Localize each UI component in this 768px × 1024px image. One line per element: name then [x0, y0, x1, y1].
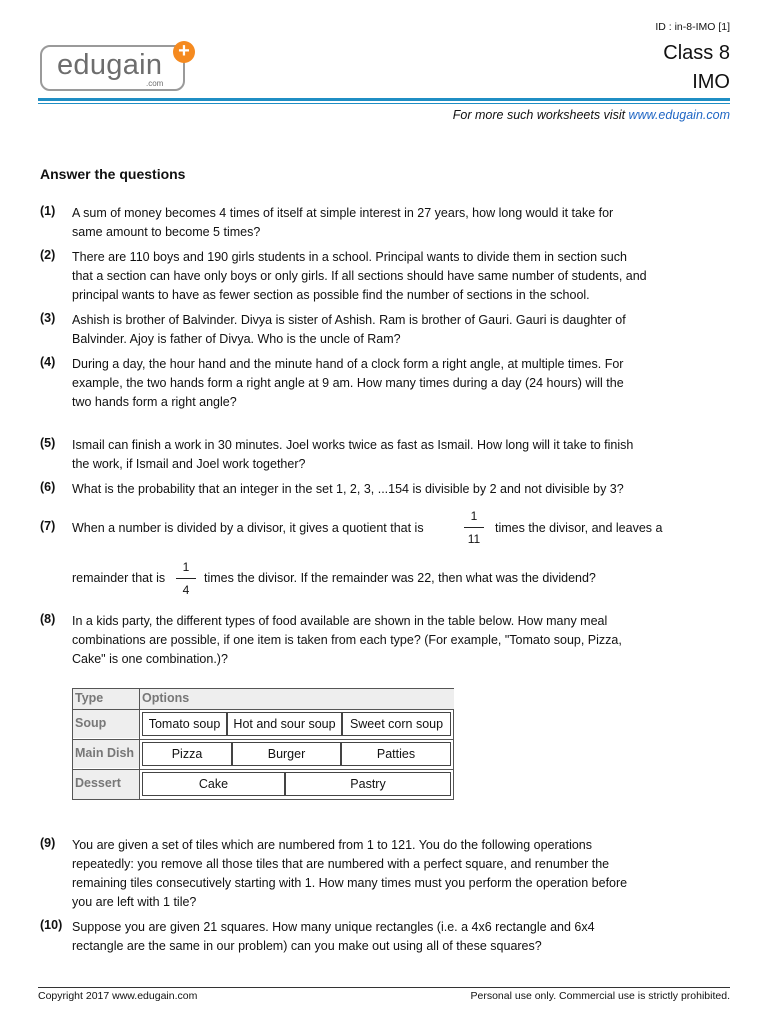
header-divider	[38, 98, 730, 101]
section-title: Answer the questions	[40, 166, 186, 182]
table-row-type: Main Dish	[73, 740, 139, 768]
question-text	[72, 204, 712, 242]
worksheet-exam: IMO	[692, 71, 730, 93]
table-option-cell: Pastry	[285, 772, 451, 796]
question-line: Balvinder. Ajoy is father of Divya. Who is the uncle of Ram?	[72, 332, 401, 346]
question-text	[72, 355, 712, 412]
question-line: the work, if Ismail and Joel work together?	[72, 457, 306, 471]
question-text-part3: remainder that is	[72, 571, 166, 585]
question-text-part2: times the divisor, and leaves a	[495, 521, 663, 535]
question-line: rectangle are the same in our problem) can you make out using all of these squares?	[72, 939, 542, 953]
edugain-logo	[40, 45, 185, 91]
question-line: In a kids party, the different types of food available are shown in the table below. How many meal	[72, 614, 608, 628]
question-text-part4: times the divisor. If the remainder was 22, then what was the dividend?	[204, 571, 596, 585]
question-line: you are left with 1 tile?	[72, 895, 197, 909]
question-line: Suppose you are given 21 squares. How many unique rectangles (i.e. a 4x6 rectangle and 6x4	[72, 920, 595, 934]
fraction-numerator: 1	[470, 509, 478, 523]
fraction-denominator: 4	[182, 583, 190, 597]
question-line: You are given a set of tiles which are numbered from 1 to 121. You do the following operations	[72, 838, 593, 852]
footer-copyright: Copyright 2017 www.edugain.com	[38, 990, 198, 1002]
fraction-denominator: 11	[467, 532, 481, 546]
question-line: Cake" is one combination.)?	[72, 652, 228, 666]
question-number: (5)	[40, 436, 56, 450]
table-option-cell: Sweet corn soup	[342, 712, 451, 736]
fraction-bar	[464, 527, 484, 528]
table-column-divider	[139, 689, 140, 799]
question-text	[72, 311, 712, 349]
question-line: Ashish is brother of Balvinder. Divya is sister of Ashish. Ram is brother of Gauri. Gauri is daughter of	[72, 313, 626, 327]
question-line: that a section can have only boys or only girls. If all sections should have same number of students, and	[72, 269, 647, 283]
visit-link[interactable]: www.edugain.com	[628, 108, 730, 122]
question-line: same amount to become 5 times?	[72, 225, 261, 239]
fraction-1-4	[174, 558, 198, 599]
question-number: (2)	[40, 248, 56, 262]
visit-prefix: For more such worksheets visit	[452, 108, 629, 122]
worksheet-class: Class 8	[663, 42, 730, 64]
visit-line	[453, 108, 730, 122]
fraction-1-11	[462, 507, 486, 548]
question-text-part1: When a number is divided by a divisor, it gives a quotient that is	[72, 521, 424, 535]
question-text	[72, 918, 712, 956]
question-number: (1)	[40, 204, 56, 218]
table-option-cell: Tomato soup	[142, 712, 227, 736]
question-line: repeatedly: you remove all those tiles that are numbered with a perfect square, and renumber the	[72, 857, 610, 871]
table-header-type: Type	[73, 689, 139, 709]
question-number: (4)	[40, 355, 56, 369]
question-line: What is the probability that an integer in the set 1, 2, 3, ...154 is divisible by 2 and not divisible by 3?	[72, 482, 624, 496]
question-line: two hands form a right angle?	[72, 395, 237, 409]
question-line: principal wants to have as fewer section as possible find the number of sections in the school.	[72, 288, 590, 302]
table-row-type: Soup	[73, 710, 139, 738]
logo-text: edugain	[57, 49, 163, 81]
footer-divider	[38, 987, 730, 988]
question-text	[72, 436, 712, 474]
question-text	[72, 836, 712, 912]
table-row-type: Dessert	[73, 770, 139, 799]
table-option-cell: Cake	[142, 772, 285, 796]
header-divider-thin	[38, 103, 730, 104]
table-option-cell: Pizza	[142, 742, 232, 766]
question-line: During a day, the hour hand and the minute hand of a clock form a right angle, at multiple times. For	[72, 357, 624, 371]
table-option-cell: Burger	[232, 742, 341, 766]
worksheet-id: ID : in-8-IMO [1]	[655, 21, 730, 33]
question-number: (3)	[40, 311, 56, 325]
table-option-cell: Patties	[341, 742, 451, 766]
question-line: example, the two hands form a right angle at 9 am. How many times during a day (24 hours) will the	[72, 376, 624, 390]
question-text	[72, 480, 712, 499]
food-options-table	[72, 688, 454, 800]
question-number: (8)	[40, 612, 56, 626]
question-line: remaining tiles consecutively starting with 1. How many times must you perform the operation before	[72, 876, 628, 890]
table-option-cell: Hot and sour soup	[227, 712, 342, 736]
fraction-bar	[176, 578, 196, 579]
question-number: (6)	[40, 480, 56, 494]
table-header-options: Options	[140, 689, 454, 709]
footer-usage-note: Personal use only. Commercial use is strictly prohibited.	[470, 990, 730, 1002]
logo-sub: .com	[146, 79, 164, 88]
question-line: Ismail can finish a work in 30 minutes. Joel works twice as fast as Ismail. How long will it take to finish	[72, 438, 634, 452]
question-text	[72, 248, 712, 305]
question-line: A sum of money becomes 4 times of itself at simple interest in 27 years, how long would it take for	[72, 206, 614, 220]
question-text	[72, 612, 712, 669]
logo-plus-icon: +	[173, 41, 195, 63]
question-number: (7)	[40, 519, 56, 533]
fraction-numerator: 1	[182, 560, 190, 574]
question-line: combinations are possible, if one item is taken from each type? (For example, "Tomato soup, Pizza,	[72, 633, 622, 647]
question-number: (10)	[40, 918, 63, 932]
question-line: There are 110 boys and 190 girls students in a school. Principal wants to divide them in section such	[72, 250, 627, 264]
question-number: (9)	[40, 836, 56, 850]
